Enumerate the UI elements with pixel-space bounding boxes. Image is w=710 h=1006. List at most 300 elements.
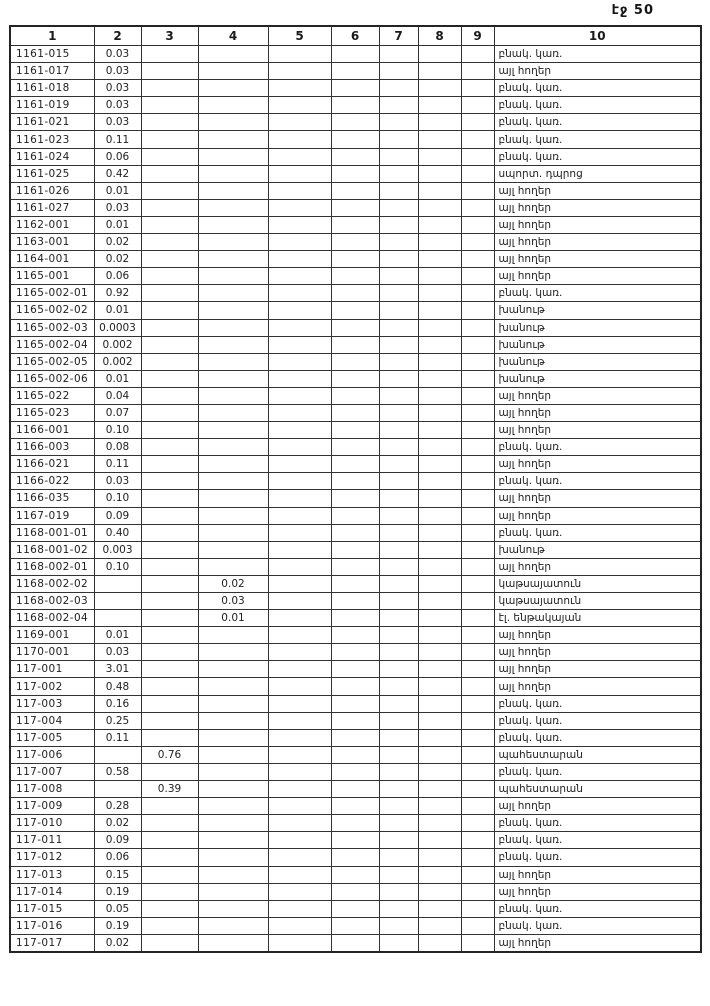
table-row	[10, 832, 701, 849]
area-value-cell	[418, 97, 461, 114]
area-value-cell	[94, 781, 141, 798]
area-value-cell	[141, 319, 198, 336]
parcel-code-cell: 1161-023	[10, 131, 94, 148]
area-value-cell	[141, 832, 198, 849]
parcel-code-cell: 1161-018	[10, 80, 94, 97]
area-value-cell	[198, 781, 268, 798]
parcel-code-cell: 1168-002-02	[10, 575, 94, 592]
parcel-code-cell: 1166-021	[10, 456, 94, 473]
area-value-cell	[379, 541, 418, 558]
area-value-cell	[461, 763, 494, 780]
table-row	[10, 387, 701, 404]
area-value-cell	[379, 593, 418, 610]
area-value-cell	[141, 131, 198, 148]
parcel-code-cell: 1161-021	[10, 114, 94, 131]
area-value-cell	[141, 165, 198, 182]
area-value-cell	[418, 131, 461, 148]
area-value-cell	[141, 97, 198, 114]
area-value-cell	[198, 558, 268, 575]
area-value-cell	[331, 490, 379, 507]
area-value-cell: 0.04	[94, 387, 141, 404]
table-row	[10, 798, 701, 815]
area-value-cell	[331, 165, 379, 182]
area-value-cell	[331, 900, 379, 917]
area-value-cell	[198, 507, 268, 524]
area-value-cell	[141, 729, 198, 746]
area-value-cell	[198, 490, 268, 507]
area-value-cell	[331, 849, 379, 866]
area-value-cell	[141, 849, 198, 866]
table-row	[10, 695, 701, 712]
area-value-cell	[268, 541, 331, 558]
area-value-cell	[461, 114, 494, 131]
area-value-cell	[331, 712, 379, 729]
table-row	[10, 302, 701, 319]
area-value-cell	[141, 80, 198, 97]
area-value-cell	[418, 216, 461, 233]
area-value-cell: 0.48	[94, 678, 141, 695]
area-value-cell	[141, 422, 198, 439]
parcel-code-cell: 117-010	[10, 815, 94, 832]
area-value-cell	[379, 148, 418, 165]
area-value-cell	[331, 370, 379, 387]
area-value-cell: 0.02	[94, 815, 141, 832]
parcel-code-cell: 117-002	[10, 678, 94, 695]
area-value-cell: 0.16	[94, 695, 141, 712]
area-value-cell	[198, 268, 268, 285]
land-use-cell: բնակ. կառ.	[494, 285, 701, 302]
area-value-cell	[331, 729, 379, 746]
area-value-cell	[461, 456, 494, 473]
area-value-cell	[268, 712, 331, 729]
land-use-cell: այլ հողեր	[494, 268, 701, 285]
parcel-code-cell: 117-001	[10, 661, 94, 678]
area-value-cell	[331, 199, 379, 216]
area-value-cell	[268, 199, 331, 216]
area-value-cell	[141, 285, 198, 302]
area-value-cell	[418, 148, 461, 165]
table-row	[10, 285, 701, 302]
parcel-code-cell: 117-003	[10, 695, 94, 712]
area-value-cell	[141, 610, 198, 627]
area-value-cell	[268, 695, 331, 712]
area-value-cell	[141, 63, 198, 80]
land-use-cell: այլ հողեր	[494, 507, 701, 524]
area-value-cell: 0.06	[94, 849, 141, 866]
parcel-code-cell: 1163-001	[10, 234, 94, 251]
area-value-cell	[418, 353, 461, 370]
area-value-cell	[198, 131, 268, 148]
table-row	[10, 97, 701, 114]
area-value-cell	[198, 473, 268, 490]
area-value-cell	[461, 63, 494, 80]
area-value-cell	[141, 370, 198, 387]
area-value-cell	[331, 575, 379, 592]
land-use-cell: այլ հողեր	[494, 490, 701, 507]
area-value-cell	[418, 182, 461, 199]
area-value-cell	[379, 507, 418, 524]
area-value-cell: 0.09	[94, 832, 141, 849]
area-value-cell	[418, 575, 461, 592]
area-value-cell: 0.002	[94, 336, 141, 353]
table-row	[10, 251, 701, 268]
area-value-cell	[418, 900, 461, 917]
area-value-cell	[418, 80, 461, 97]
area-value-cell: 0.28	[94, 798, 141, 815]
table-row	[10, 900, 701, 917]
area-value-cell	[268, 558, 331, 575]
area-value-cell	[379, 695, 418, 712]
area-value-cell	[94, 575, 141, 592]
area-value-cell	[331, 746, 379, 763]
table-row	[10, 46, 701, 63]
area-value-cell	[268, 456, 331, 473]
area-value-cell	[379, 712, 418, 729]
area-value-cell	[379, 866, 418, 883]
area-value-cell	[379, 63, 418, 80]
land-use-cell: բնակ. կառ.	[494, 131, 701, 148]
area-value-cell	[379, 678, 418, 695]
area-value-cell	[331, 781, 379, 798]
area-value-cell	[268, 849, 331, 866]
column-header: 9	[461, 26, 494, 46]
area-value-cell	[461, 900, 494, 917]
area-value-cell: 0.01	[94, 370, 141, 387]
area-value-cell	[141, 917, 198, 934]
area-value-cell	[461, 251, 494, 268]
area-value-cell	[268, 627, 331, 644]
land-use-cell: բնակ. կառ.	[494, 97, 701, 114]
land-use-cell: խանութ	[494, 302, 701, 319]
land-use-cell: այլ հողեր	[494, 798, 701, 815]
parcel-code-cell: 1161-024	[10, 148, 94, 165]
area-value-cell	[198, 917, 268, 934]
parcel-code-cell: 1166-035	[10, 490, 94, 507]
area-value-cell	[198, 712, 268, 729]
area-value-cell: 0.08	[94, 439, 141, 456]
page-number: էջ 50	[611, 3, 654, 18]
table-row	[10, 439, 701, 456]
area-value-cell	[198, 216, 268, 233]
area-value-cell	[141, 558, 198, 575]
land-use-cell: խանութ	[494, 319, 701, 336]
land-use-cell: կաթսայատուն	[494, 593, 701, 610]
table-row	[10, 182, 701, 199]
area-value-cell: 0.01	[94, 182, 141, 199]
parcel-code-cell: 1161-025	[10, 165, 94, 182]
area-value-cell	[418, 832, 461, 849]
area-value-cell	[331, 661, 379, 678]
land-use-cell: էլ. ենթակայան	[494, 610, 701, 627]
parcel-code-cell: 1164-001	[10, 251, 94, 268]
area-value-cell	[418, 319, 461, 336]
area-value-cell	[379, 558, 418, 575]
area-value-cell	[198, 234, 268, 251]
area-value-cell	[198, 866, 268, 883]
parcel-code-cell: 1168-002-01	[10, 558, 94, 575]
area-value-cell	[418, 251, 461, 268]
area-value-cell	[461, 712, 494, 729]
area-value-cell	[268, 251, 331, 268]
area-value-cell	[418, 165, 461, 182]
area-value-cell: 0.03	[94, 199, 141, 216]
area-value-cell	[379, 302, 418, 319]
area-value-cell	[461, 661, 494, 678]
area-value-cell: 0.40	[94, 524, 141, 541]
area-value-cell	[141, 883, 198, 900]
area-value-cell	[418, 695, 461, 712]
area-value-cell	[268, 216, 331, 233]
area-value-cell: 0.76	[141, 746, 198, 763]
area-value-cell	[141, 695, 198, 712]
area-value-cell: 0.58	[94, 763, 141, 780]
parcel-code-cell: 1165-022	[10, 387, 94, 404]
area-value-cell	[461, 917, 494, 934]
area-value-cell	[461, 285, 494, 302]
area-value-cell	[379, 114, 418, 131]
area-value-cell	[141, 798, 198, 815]
land-use-cell: խանութ	[494, 353, 701, 370]
area-value-cell	[461, 387, 494, 404]
area-value-cell	[379, 199, 418, 216]
area-value-cell	[268, 353, 331, 370]
area-value-cell	[418, 661, 461, 678]
area-value-cell	[461, 815, 494, 832]
area-value-cell	[268, 148, 331, 165]
area-value-cell	[198, 370, 268, 387]
area-value-cell	[198, 439, 268, 456]
area-value-cell	[379, 234, 418, 251]
area-value-cell	[418, 336, 461, 353]
area-value-cell	[331, 593, 379, 610]
parcel-code-cell: 117-012	[10, 849, 94, 866]
area-value-cell	[379, 80, 418, 97]
area-value-cell	[331, 678, 379, 695]
area-value-cell: 0.03	[94, 80, 141, 97]
area-value-cell: 0.02	[94, 934, 141, 952]
area-value-cell: 0.01	[94, 302, 141, 319]
area-value-cell	[141, 575, 198, 592]
table-row	[10, 661, 701, 678]
area-value-cell	[331, 934, 379, 952]
area-value-cell	[141, 251, 198, 268]
area-value-cell	[418, 934, 461, 952]
area-value-cell	[461, 849, 494, 866]
area-value-cell	[141, 148, 198, 165]
table-row	[10, 575, 701, 592]
land-use-cell: այլ հողեր	[494, 558, 701, 575]
area-value-cell	[418, 302, 461, 319]
table-row	[10, 370, 701, 387]
table-row	[10, 746, 701, 763]
area-value-cell	[268, 934, 331, 952]
area-value-cell	[331, 97, 379, 114]
area-value-cell	[418, 917, 461, 934]
area-value-cell	[268, 729, 331, 746]
land-use-cell: այլ հողեր	[494, 661, 701, 678]
area-value-cell	[461, 627, 494, 644]
area-value-cell	[331, 832, 379, 849]
area-value-cell	[379, 900, 418, 917]
area-value-cell	[461, 370, 494, 387]
table-header-row	[10, 26, 701, 46]
area-value-cell	[331, 268, 379, 285]
area-value-cell	[418, 456, 461, 473]
area-value-cell	[141, 182, 198, 199]
area-value-cell	[461, 798, 494, 815]
land-use-cell: բնակ. կառ.	[494, 917, 701, 934]
table-row	[10, 114, 701, 131]
area-value-cell	[141, 439, 198, 456]
parcel-code-cell: 117-013	[10, 866, 94, 883]
area-value-cell	[418, 63, 461, 80]
area-value-cell: 0.03	[94, 46, 141, 63]
area-value-cell	[268, 234, 331, 251]
area-value-cell	[379, 883, 418, 900]
area-value-cell	[268, 131, 331, 148]
area-value-cell: 0.92	[94, 285, 141, 302]
area-value-cell	[198, 182, 268, 199]
column-header: 7	[379, 26, 418, 46]
area-value-cell	[461, 746, 494, 763]
land-use-cell: բնակ. կառ.	[494, 473, 701, 490]
area-value-cell	[379, 319, 418, 336]
land-use-cell: բնակ. կառ.	[494, 114, 701, 131]
area-value-cell	[379, 370, 418, 387]
area-value-cell	[461, 678, 494, 695]
area-value-cell	[94, 593, 141, 610]
area-value-cell	[268, 575, 331, 592]
parcel-code-cell: 1162-001	[10, 216, 94, 233]
parcel-code-cell: 1169-001	[10, 627, 94, 644]
table-row	[10, 524, 701, 541]
area-value-cell	[379, 729, 418, 746]
area-value-cell	[198, 404, 268, 421]
area-value-cell	[331, 456, 379, 473]
land-use-cell: բնակ. կառ.	[494, 148, 701, 165]
column-header: 10	[494, 26, 701, 46]
area-value-cell	[198, 63, 268, 80]
area-value-cell	[268, 319, 331, 336]
area-value-cell	[461, 524, 494, 541]
table-row	[10, 610, 701, 627]
area-value-cell	[331, 558, 379, 575]
parcel-code-cell: 1165-002-05	[10, 353, 94, 370]
table-row	[10, 593, 701, 610]
area-value-cell	[198, 832, 268, 849]
parcel-code-cell: 1165-001	[10, 268, 94, 285]
area-value-cell	[461, 353, 494, 370]
area-value-cell	[461, 148, 494, 165]
table-row	[10, 644, 701, 661]
land-use-cell: բնակ. կառ.	[494, 900, 701, 917]
area-value-cell	[379, 644, 418, 661]
area-value-cell	[418, 593, 461, 610]
parcel-code-cell: 117-015	[10, 900, 94, 917]
table-row	[10, 627, 701, 644]
land-use-cell: այլ հողեր	[494, 387, 701, 404]
land-use-cell: բնակ. կառ.	[494, 80, 701, 97]
parcel-code-cell: 1165-002-03	[10, 319, 94, 336]
area-value-cell	[331, 917, 379, 934]
table-row	[10, 148, 701, 165]
area-value-cell	[268, 387, 331, 404]
area-value-cell	[418, 815, 461, 832]
land-use-cell: այլ հողեր	[494, 251, 701, 268]
land-use-cell: բնակ. կառ.	[494, 46, 701, 63]
area-value-cell: 0.002	[94, 353, 141, 370]
area-value-cell	[418, 404, 461, 421]
area-value-cell	[331, 182, 379, 199]
area-value-cell	[268, 285, 331, 302]
area-value-cell: 0.01	[94, 216, 141, 233]
area-value-cell: 0.06	[94, 148, 141, 165]
area-value-cell: 0.06	[94, 268, 141, 285]
area-value-cell: 0.11	[94, 131, 141, 148]
area-value-cell	[198, 900, 268, 917]
area-value-cell	[141, 866, 198, 883]
area-value-cell	[461, 934, 494, 952]
land-use-cell: բնակ. կառ.	[494, 439, 701, 456]
area-value-cell	[141, 114, 198, 131]
table-row	[10, 319, 701, 336]
area-value-cell	[418, 234, 461, 251]
area-value-cell	[331, 627, 379, 644]
area-value-cell	[418, 507, 461, 524]
area-value-cell	[461, 404, 494, 421]
parcel-code-cell: 1170-001	[10, 644, 94, 661]
area-value-cell	[268, 404, 331, 421]
area-value-cell	[418, 866, 461, 883]
area-value-cell	[331, 63, 379, 80]
area-value-cell	[268, 746, 331, 763]
area-value-cell	[379, 46, 418, 63]
parcel-code-cell: 1165-023	[10, 404, 94, 421]
area-value-cell	[461, 199, 494, 216]
table-row	[10, 404, 701, 421]
area-value-cell	[379, 268, 418, 285]
area-value-cell	[379, 763, 418, 780]
table-row	[10, 781, 701, 798]
table-row	[10, 917, 701, 934]
area-value-cell: 0.10	[94, 490, 141, 507]
area-value-cell: 0.15	[94, 866, 141, 883]
area-value-cell	[331, 114, 379, 131]
area-value-cell	[198, 524, 268, 541]
land-use-cell: այլ հողեր	[494, 63, 701, 80]
area-value-cell: 0.19	[94, 917, 141, 934]
table-row	[10, 80, 701, 97]
area-value-cell	[418, 268, 461, 285]
area-value-cell	[331, 387, 379, 404]
area-value-cell: 0.03	[94, 114, 141, 131]
area-value-cell	[461, 473, 494, 490]
area-value-cell	[198, 883, 268, 900]
area-value-cell	[461, 97, 494, 114]
area-value-cell	[198, 148, 268, 165]
table-row	[10, 473, 701, 490]
land-use-cell: այլ հողեր	[494, 404, 701, 421]
parcel-code-cell: 1167-019	[10, 507, 94, 524]
column-header: 8	[418, 26, 461, 46]
area-value-cell	[331, 285, 379, 302]
area-value-cell	[198, 114, 268, 131]
area-value-cell	[418, 798, 461, 815]
table-row	[10, 422, 701, 439]
area-value-cell	[331, 404, 379, 421]
area-value-cell	[331, 336, 379, 353]
area-value-cell	[461, 490, 494, 507]
